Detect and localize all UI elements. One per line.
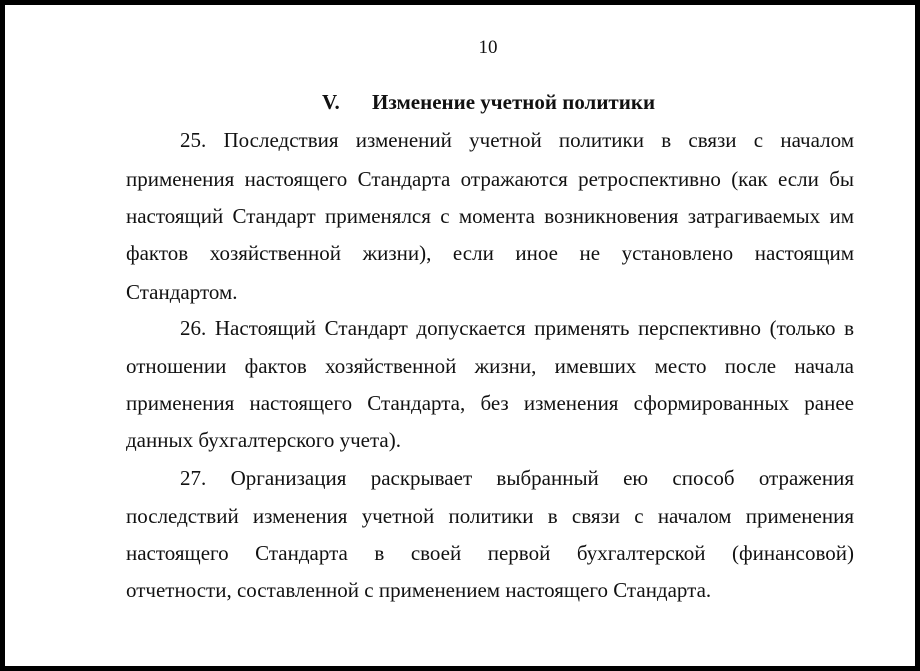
- paragraph-25-line-5: Стандартом.: [126, 280, 238, 304]
- paragraph-25-line-4: фактов хозяйственной жизни), если иное не установлено настоящим: [126, 241, 854, 265]
- paragraph-26-line-4: данных бухгалтерского учета).: [126, 428, 401, 452]
- paragraph-27-line-3: настоящего Стандарта в своей первой бухгалтерской (финансовой): [126, 541, 854, 565]
- section-title: Изменение учетной политики: [372, 90, 656, 114]
- section-number: V.: [322, 90, 340, 114]
- paragraph-27-line-2: последствий изменения учетной политики в связи с началом применения: [126, 504, 854, 528]
- paragraph-26-line-3: применения настоящего Стандарта, без изменения сформированных ранее: [126, 391, 854, 415]
- paragraph-27-line-1: 27. Организация раскрывает выбранный ею способ отражения: [180, 466, 854, 490]
- paragraph-25-line-1: 25. Последствия изменений учетной политики в связи с началом: [180, 128, 854, 152]
- paragraph-25-line-2: применения настоящего Стандарта отражаются ретроспективно (как если бы: [126, 167, 854, 191]
- paragraph-25-line-3: настоящий Стандарт применялся с момента возникновения затрагиваемых им: [126, 204, 854, 228]
- paragraph-27-line-4: отчетности, составленной с применением настоящего Стандарта.: [126, 578, 712, 602]
- section-heading: [322, 89, 655, 115]
- page-number: 10: [478, 37, 498, 58]
- paragraph-26-line-2: отношении фактов хозяйственной жизни, имевших место после начала: [126, 354, 854, 378]
- paragraph-26-line-1: 26. Настоящий Стандарт допускается применять перспективно (только в: [180, 316, 854, 340]
